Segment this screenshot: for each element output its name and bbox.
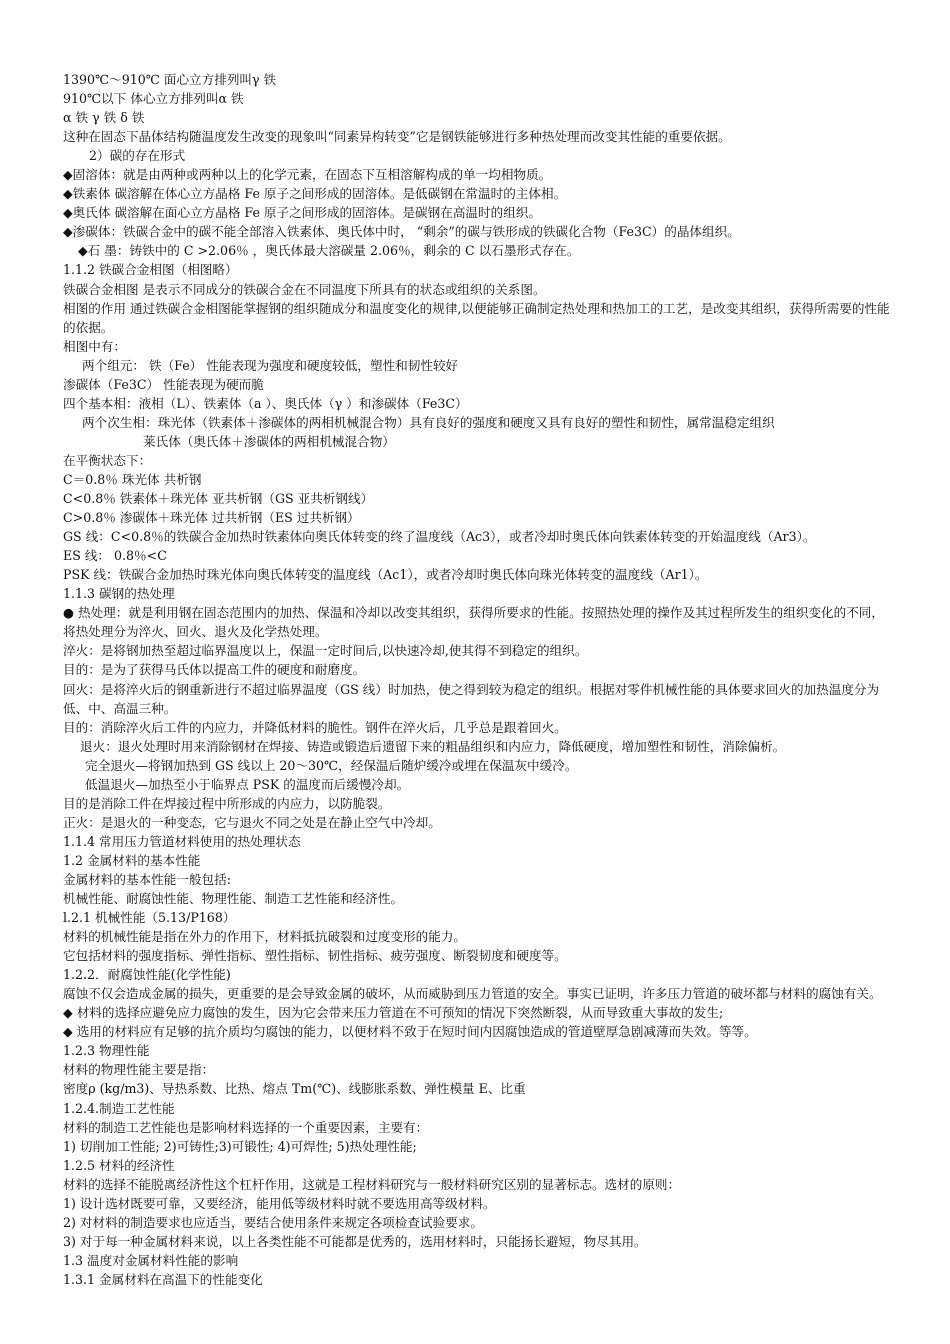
text-line: 正火：是退火的一种变态，它与退火不同之处是在静止空气中冷却。 xyxy=(63,814,441,830)
text-line: GS 线：C<0.8％的铁碳合金加热时铁素体向奥氏体转变的终了温度线（Ac3），或者冷却时奥氏体向铁素体转变的开始温度线（Ar3）。 xyxy=(63,529,816,545)
text-paragraph: 回火：是将淬火后的钢重新进行不超过临界温度（GS 线）时加热，使之得到较为稳定的组织。根据对零件机械性能的具体要求回火的加热温度分为低、中、高温三种。 xyxy=(63,681,880,716)
text-line: 相图中有： xyxy=(63,338,126,354)
bullet-line: ◆石 墨：铸铁中的 C >2.06％ ，奥氏体最大溶碳量 2.06％，剩余的 C 以石墨形式存在。 xyxy=(78,243,580,259)
text-line: 铁碳合金相图 是表示不同成分的铁碳合金在不同温度下所具有的状态或组织的关系图。 xyxy=(63,281,546,297)
text-line: 机械性能、耐腐蚀性能、物理性能、制造工艺性能和经济性。 xyxy=(63,891,404,907)
text-line: α 铁 γ 铁 δ 铁 xyxy=(63,110,145,126)
document-body xyxy=(63,70,893,1289)
bullet-line: ◆ 选用的材料应有足够的抗介质均匀腐蚀的能力，以便材料不致于在短时间内因腐蚀造成的管道壁厚急剧减薄而失效。等等。 xyxy=(63,1024,757,1040)
list-item: 3) 对于每一种金属材料来说，以上各类性能不可能都是优秀的，选用材料时，只能扬长避短，物尽其用。 xyxy=(63,1233,647,1249)
section-heading: 1.2.3 物理性能 xyxy=(63,1043,150,1059)
text-line: 密度ρ (kg/m3)、导热系数、比热、熔点 Tm(℃)、线膨胀系数、弹性模量 E、比重 xyxy=(63,1081,526,1097)
text-line: 在平衡状态下： xyxy=(63,452,152,468)
text-line: 1390℃～910℃ 面心立方排列叫γ 铁 xyxy=(63,72,277,87)
bullet-line: ◆铁素体 碳溶解在体心立方晶格 Fe 原子之间形成的固溶体。是低碳钢在常温时的主体相。 xyxy=(63,186,567,202)
text-line: 目的：是为了获得马氏体以提高工件的硬度和耐磨度。 xyxy=(63,662,366,678)
section-heading: 1.3 温度对金属材料性能的影响 xyxy=(63,1252,239,1268)
text-line: 目的是消除工件在焊接过程中所形成的内应力，以防脆裂。 xyxy=(63,795,391,811)
text-line: 目的：消除淬火后工件的内应力，并降低材料的脆性。钢件在淬火后，几乎总是跟着回火。 xyxy=(63,719,567,735)
section-heading: l.2.1 机械性能（5.13/P168） xyxy=(63,910,236,926)
text-line: 低温退火—加热至小于临界点 PSK 的温度而后缓慢冷却。 xyxy=(85,776,410,792)
text-line: 两个组元： 铁（Fe） 性能表现为强度和硬度较低，塑性和韧性较好 xyxy=(82,357,459,373)
text-line: 材料的机械性能是指在外力的作用下，材料抵抗破裂和过度变形的能力。 xyxy=(63,929,466,945)
bullet-line: ◆渗碳体：铁碳合金中的碳不能全部溶入铁素体、奥氏体中时， “剩余”的碳与铁形成的铁碳化合物（Fe3C）的晶体组织。 xyxy=(63,224,740,240)
bullet-paragraph: ● 热处理：就是利用钢在固态范围内的加热、保温和冷却以改变其组织，获得所要求的性能。按照热处理的操作及其过程所发生的组织变化的不同，将热处理分为淬火、回火、退火及化学热处理。 xyxy=(63,605,884,640)
list-item: 2) 对材料的制造要求也应适当，要结合使用条件来规定各项检查试验要求。 xyxy=(63,1214,483,1230)
text-line: 金属材料的基本性能一般包括: xyxy=(63,871,231,887)
text-paragraph: 相图的作用 通过铁碳合金相图能掌握钢的组织随成分和温度变化的规律,以便能够正确制定热处理和热加工的工艺，是改变其组织，获得所需要的性能的依据。 xyxy=(63,300,890,335)
text-line: 完全退火—将钢加热到 GS 线以上 20～30℃，经保温后随炉缓冷或埋在保温灰中缓冷。 xyxy=(85,757,578,773)
text-line: 1) 切削加工性能; 2)可铸性;3)可锻性; 4)可焊性; 5)热处理性能; xyxy=(63,1138,417,1154)
text-line: 两个次生相：珠光体（铁素体＋渗碳体的两相机械混合物）具有良好的强度和硬度又具有良好的塑性和韧性，属常温稳定组织 xyxy=(82,414,775,430)
text-line: 莱氏体（奥氏体＋渗碳体的两相机械混合物） xyxy=(143,433,395,449)
section-heading: 1.2.4.制造工艺性能 xyxy=(63,1100,175,1116)
section-heading: 1.2.5 材料的经济性 xyxy=(63,1157,175,1173)
bullet-line: ◆奥氏体 碳溶解在面心立方晶格 Fe 原子之间形成的固溶体。是碳钢在高温时的组织。 xyxy=(63,205,541,221)
text-line: C>0.8％ 渗碳体＋珠光体 过共析钢（ES 过共析钢） xyxy=(63,510,360,526)
section-heading: 1.1.3 碳钢的热处理 xyxy=(63,586,175,602)
text-line: 材料的制造工艺性能也是影响材料选择的一个重要因素，主要有： xyxy=(63,1119,429,1135)
text-line: 淬火：是将钢加热至超过临界温度以上，保温一定时间后,以快速冷却,使其得不到稳定的组织。 xyxy=(63,643,588,659)
text-line: 材料的选择不能脱离经济性这个杠杆作用，这就是工程材料研究与一般材料研究区别的显著标志。选材的原则： xyxy=(63,1176,681,1192)
section-heading: 1.3.1 金属材料在高温下的性能变化 xyxy=(63,1271,263,1287)
text-line: 四个基本相：液相（L）、铁素体（a ）、奥氏体（γ ）和渗碳体（Fe3C） xyxy=(63,395,468,411)
text-line: 退火：退火处理时用来消除钢材在焊接、铸造或锻造后遗留下来的粗晶组织和内应力，降低硬度，增加塑性和韧性，消除偏析。 xyxy=(80,738,786,754)
text-line: 渗碳体（Fe3C） 性能表现为硬而脆 xyxy=(63,376,264,392)
section-heading: 1.2.2．耐腐蚀性能(化学性能) xyxy=(63,967,231,983)
bullet-line: ◆固溶体：就是由两种或两种以上的化学元素，在固态下互相溶解构成的单一均相物质。 xyxy=(63,167,552,183)
text-line: 材料的物理性能主要是指： xyxy=(63,1062,215,1078)
list-item: 1) 设计选材既要可靠，又要经济，能用低等级材料时就不要选用高等级材料。 xyxy=(63,1195,496,1211)
text-line: C<0.8％ 铁素体＋珠光体 亚共析钢（GS 亚共析钢线） xyxy=(63,491,374,507)
section-heading: 1.1.2 铁碳合金相图（相图略） xyxy=(63,262,238,278)
text-line: 910℃以下 体心立方排列叫α 铁 xyxy=(63,91,244,107)
text-line: 这种在固态下晶体结构随温度发生改变的现象叫“同素异构转变”它是钢铁能够进行多种热处理而改变其性能的重要依据。 xyxy=(63,129,731,145)
section-heading: 1.2 金属材料的基本性能 xyxy=(63,852,201,868)
text-line: ES 线： 0.8％<C xyxy=(63,548,167,564)
text-line: 它包括材料的强度指标、弹性指标、塑性指标、韧性指标、疲劳强度、断裂韧度和硬度等。 xyxy=(63,948,567,964)
section-heading: 1.1.4 常用压力管道材料使用的热处理状态 xyxy=(63,833,301,849)
text-line: PSK 线：铁碳合金加热时珠光体向奥氏体转变的温度线（Ac1），或者冷却时奥氏体向珠光体转变的温度线（Ar1）。 xyxy=(63,567,708,583)
text-paragraph: 腐蚀不仅会造成金属的损失，更重要的是会导致金属的破坏，从而威胁到压力管道的安全。事实已证明，许多压力管道的破坏都与材料的腐蚀有关。 ◆ 材料的选择应避免应力腐蚀的发生，因为它会带来压力管道在不可预知的情况下突然断裂，从而导致重大事故的发生; xyxy=(63,986,882,1021)
text-line: C＝0.8％ 珠光体 共析钢 xyxy=(63,471,202,487)
subsection-heading: 2）碳的存在形式 xyxy=(89,148,186,164)
